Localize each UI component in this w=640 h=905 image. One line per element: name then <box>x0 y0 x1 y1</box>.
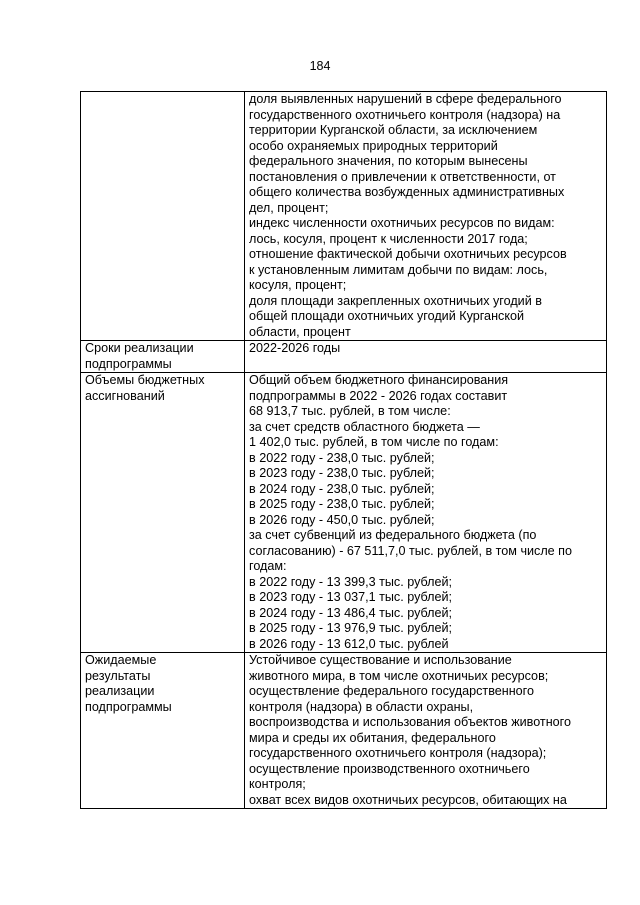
row-value-line: особо охраняемых природных территорий <box>249 138 498 153</box>
row-label-cell <box>81 92 245 341</box>
row-value-line: в 2024 году - 13 486,4 тыс. рублей; <box>249 605 453 620</box>
row-value-line: доля площади закрепленных охотничьих угодий в <box>249 293 542 308</box>
row-value-line: общего количества возбужденных административных <box>249 185 565 199</box>
table-row <box>81 373 607 653</box>
row-label-cell <box>81 373 245 653</box>
row-value-line: 1 402,0 тыс. рублей, в том числе по годам: <box>249 435 499 449</box>
row-value-line: области, процент <box>249 324 351 339</box>
row-value-line: доля выявленных нарушений в сфере федерального <box>249 92 562 106</box>
subprogram-passport-table <box>80 91 607 809</box>
row-value-line: Устойчивое существование и использование <box>249 653 512 667</box>
row-value-line: в 2026 году - 450,0 тыс. рублей; <box>249 512 435 527</box>
row-label-line: подпрограммы <box>85 356 172 371</box>
row-value-line: индекс численности охотничьих ресурсов по видам: <box>249 216 555 230</box>
row-value-line: косуля, процент; <box>249 278 347 292</box>
row-value-line: отношение фактической добычи охотничьих ресурсов <box>249 247 567 261</box>
row-label-cell <box>81 653 245 809</box>
row-label-line: подпрограммы <box>85 699 172 714</box>
row-value-line: в 2022 году - 238,0 тыс. рублей; <box>249 450 435 465</box>
table-row <box>81 92 607 341</box>
row-label-line: ассигнований <box>85 388 165 403</box>
row-value-line: государственного охотничьего контроля (надзора) на <box>249 107 561 122</box>
row-value-line: мира и среды их обитания, федерального <box>249 730 496 745</box>
page-number: 184 <box>309 59 331 73</box>
row-value-line: в 2022 году - 13 399,3 тыс. рублей; <box>249 574 453 589</box>
row-label-line: Сроки реализации <box>85 341 194 355</box>
row-value-line: дел, процент; <box>249 200 329 215</box>
row-value-line: государственного охотничьего контроля (надзора); <box>249 746 547 760</box>
row-label-line: Объемы бюджетных <box>85 373 205 387</box>
row-value-line: животного мира, в том числе охотничьих ресурсов; <box>249 668 549 683</box>
row-value-line: воспроизводства и использования объектов животного <box>249 715 571 729</box>
row-value-line: в 2024 году - 238,0 тыс. рублей; <box>249 481 435 496</box>
row-value-line: годам: <box>249 559 287 573</box>
row-value-line: к установленным лимитам добычи по видам: лось, <box>249 262 548 277</box>
row-value-line: за счет субвенций из федерального бюджета (по <box>249 528 537 542</box>
row-value-line: федерального значения, по которым вынесены <box>249 154 528 168</box>
row-value-line: общей площади охотничьих угодий Курганской <box>249 309 525 323</box>
row-value-line: в 2023 году - 238,0 тыс. рублей; <box>249 466 435 480</box>
row-value-line: согласованию) - 67 511,7,0 тыс. рублей, в том числе по <box>249 543 573 558</box>
row-value-line: 68 913,7 тыс. рублей, в том числе: <box>249 404 451 418</box>
table-row <box>81 653 607 809</box>
row-value-line: за счет средств областного бюджета — <box>249 419 480 434</box>
row-value-line: постановления о привлечении к ответственности, от <box>249 169 556 184</box>
row-label-line: Ожидаемые <box>85 653 157 667</box>
row-value-line: лось, косуля, процент к численности 2017 года; <box>249 231 528 246</box>
row-value-line: территории Курганской области, за исключением <box>249 123 538 137</box>
row-value-line: подпрограммы в 2022 - 2026 годах составит <box>249 388 508 403</box>
row-value-line: в 2025 году - 238,0 тыс. рублей; <box>249 497 435 511</box>
row-value-line: в 2025 году - 13 976,9 тыс. рублей; <box>249 621 453 635</box>
row-label-line: результаты <box>85 668 151 683</box>
row-label-cell <box>81 341 245 373</box>
row-value-cell <box>245 653 607 809</box>
row-label-line: реализации <box>85 684 155 698</box>
row-value-line: в 2026 году - 13 612,0 тыс. рублей <box>249 636 449 651</box>
row-value-line: осуществление федерального государственного <box>249 684 534 698</box>
row-value-line: в 2023 году - 13 037,1 тыс. рублей; <box>249 590 453 604</box>
row-value-line: контроля (надзора) в области охраны, <box>249 699 474 714</box>
row-value-line: осуществление производственного охотничьего <box>249 761 530 776</box>
row-value-cell <box>245 341 607 373</box>
row-value-line: 2022-2026 годы <box>249 341 341 355</box>
row-value-cell <box>245 92 607 341</box>
row-value-line: контроля; <box>249 777 306 791</box>
row-value-cell <box>245 373 607 653</box>
row-value-line: Общий объем бюджетного финансирования <box>249 373 509 387</box>
row-value-line: охват всех видов охотничьих ресурсов, обитающих на <box>249 792 567 807</box>
table-row <box>81 341 607 373</box>
